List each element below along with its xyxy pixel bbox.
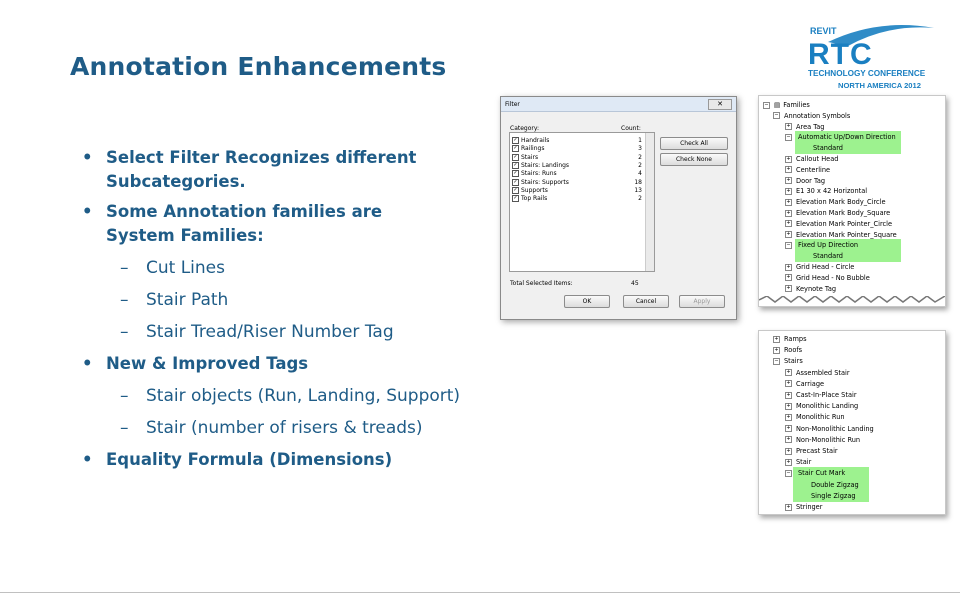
expand-icon[interactable]: +: [774, 335, 779, 342]
tree-item[interactable]: [785, 424, 874, 434]
expand-icon[interactable]: +: [786, 220, 791, 227]
category-row[interactable]: [512, 144, 642, 152]
tree-group[interactable]: [773, 111, 850, 121]
category-count: 18: [634, 178, 642, 186]
category-name: Top Rails: [521, 195, 548, 203]
apply-button[interactable]: Apply: [679, 295, 725, 308]
tree-subitem[interactable]: [811, 491, 856, 501]
category-label: Category:: [510, 125, 539, 132]
dash-glyph: –: [120, 322, 129, 342]
bullet-text: Stair Path: [146, 290, 229, 310]
category-name: Railings: [521, 145, 545, 153]
tree-item[interactable]: [773, 356, 803, 366]
category-list[interactable]: [509, 132, 655, 272]
tree-item[interactable]: [785, 197, 886, 207]
tree-node-label: Stringer: [796, 503, 823, 511]
tree-node-label: Stair Cut Mark: [798, 469, 846, 478]
expand-icon[interactable]: +: [786, 369, 791, 376]
sub-bullet-item: [82, 384, 602, 408]
category-row[interactable]: [512, 194, 642, 202]
category-count: 3: [638, 145, 642, 153]
bullet-text: Equality Formula (Dimensions): [106, 450, 393, 469]
category-name: Stairs: Supports: [521, 178, 569, 186]
bullet-item: [82, 448, 602, 472]
bullet-item: [82, 200, 426, 248]
bullet-text: New & Improved Tags: [106, 354, 309, 373]
tree-item[interactable]: [785, 262, 854, 272]
tree-item[interactable]: [785, 273, 870, 283]
tree-node-label: Precast Stair: [796, 447, 838, 455]
expand-icon[interactable]: +: [786, 177, 791, 184]
category-count: 2: [638, 195, 642, 203]
tree-node-label: Monolithic Run: [796, 413, 845, 422]
logo-text-revit: REVIT: [810, 26, 837, 36]
category-name: Stairs: Runs: [521, 170, 557, 178]
tree-item[interactable]: [785, 165, 830, 175]
sub-bullet-item: [82, 416, 602, 440]
collapse-icon[interactable]: −: [786, 241, 791, 248]
category-name: Stairs: [521, 153, 539, 161]
slide-title: Annotation Enhancements: [70, 52, 447, 81]
expand-icon[interactable]: +: [786, 198, 791, 205]
category-checkbox[interactable]: ✓: [513, 161, 518, 168]
stairs-tree-panel: [758, 330, 946, 515]
expand-icon[interactable]: +: [786, 155, 791, 162]
sub-bullet-item: [82, 320, 602, 344]
total-selected-value: 45: [631, 280, 639, 287]
category-row[interactable]: [512, 136, 642, 144]
bullet-text: Select Filter Recognizes different Subcategories.: [106, 148, 417, 191]
tree-node-label: Families: [783, 101, 810, 109]
tree-node-label: Stair: [796, 458, 812, 467]
expand-icon[interactable]: +: [786, 274, 791, 281]
dash-glyph: –: [120, 386, 129, 406]
category-checkbox[interactable]: ✓: [513, 170, 518, 177]
check-none-button[interactable]: Check None: [660, 153, 728, 166]
logo-text-rtc: RTC: [808, 38, 873, 71]
families-tree-panel: [758, 95, 946, 307]
tree-node-label: Stairs: [784, 357, 803, 366]
dash-glyph: –: [120, 418, 129, 438]
tree-node-label: Assembled Stair: [796, 368, 850, 377]
torn-edge: [759, 296, 945, 306]
category-name: Supports: [521, 186, 548, 194]
expand-icon[interactable]: +: [786, 391, 791, 398]
tree-node-label: Keynote Tag: [796, 284, 837, 293]
category-checkbox[interactable]: ✓: [513, 195, 518, 202]
category-row[interactable]: [512, 178, 642, 186]
category-name: Stairs: Landings: [521, 161, 570, 169]
total-selected-label: Total Selected Items:: [510, 280, 573, 287]
category-count: 2: [638, 161, 642, 169]
footer-divider: [0, 592, 960, 593]
tree-subitem[interactable]: [813, 143, 843, 153]
collapse-icon[interactable]: −: [786, 133, 791, 140]
tree-node-label: Automatic Up/Down Direction: [798, 133, 896, 142]
tree-node-label: Door Tag: [796, 176, 826, 185]
category-row[interactable]: [512, 161, 642, 169]
expand-icon[interactable]: +: [786, 447, 791, 454]
expand-icon[interactable]: +: [786, 123, 791, 130]
category-count: 4: [638, 170, 642, 178]
category-name: Handrails: [521, 137, 550, 144]
bullet-text: Some Annotation families are System Families:: [106, 202, 383, 245]
expand-icon[interactable]: +: [786, 402, 791, 409]
dash-glyph: –: [120, 290, 129, 310]
tree-node-label: Carriage: [796, 379, 825, 388]
expand-icon[interactable]: +: [774, 346, 779, 353]
collapse-icon[interactable]: −: [774, 112, 779, 119]
collapse-icon[interactable]: −: [774, 357, 779, 364]
tree-item[interactable]: [785, 176, 825, 186]
tree-item[interactable]: [785, 502, 822, 512]
tree-node-label: Annotation Symbols: [784, 111, 851, 120]
category-checkbox[interactable]: ✓: [513, 153, 518, 160]
bullet-glyph: •: [82, 202, 93, 221]
expand-icon[interactable]: +: [786, 503, 791, 510]
tree-node-label: Monolithic Landing: [796, 402, 859, 411]
tree-node-label: Non-Monolithic Run: [796, 435, 861, 444]
category-count: 1: [638, 137, 642, 144]
tree-item[interactable]: [785, 390, 857, 400]
expand-icon[interactable]: +: [786, 413, 791, 420]
tree-node-label: Single Zigzag: [811, 491, 856, 500]
expand-icon[interactable]: +: [786, 285, 791, 292]
bullet-text: Stair objects (Run, Landing, Support): [146, 386, 461, 406]
family-icon: ▤: [774, 101, 781, 109]
logo-text-region: NORTH AMERICA 2012: [838, 81, 921, 90]
category-row[interactable]: [512, 169, 642, 177]
bullet-item: [82, 146, 426, 194]
check-all-button[interactable]: Check All: [660, 137, 728, 150]
tree-item[interactable]: [785, 401, 858, 411]
expand-icon[interactable]: +: [786, 380, 791, 387]
tree-item[interactable]: [785, 219, 892, 229]
tree-item[interactable]: [785, 368, 850, 378]
tree-item[interactable]: [785, 435, 860, 445]
tree-item[interactable]: [785, 412, 845, 422]
tree-node-label: Roofs: [784, 346, 803, 355]
expand-icon[interactable]: +: [786, 166, 791, 173]
tree-item[interactable]: [785, 240, 860, 250]
dialog-title: Filter: [505, 101, 520, 108]
tree-item[interactable]: [785, 230, 897, 240]
tree-subitem[interactable]: [813, 251, 843, 261]
tree-subitem[interactable]: [811, 480, 859, 490]
tree-node-label: Area Tag: [796, 122, 825, 131]
tree-node-label: Standard: [813, 252, 843, 261]
bullet-glyph: •: [82, 148, 93, 167]
tree-item[interactable]: [785, 379, 824, 389]
tree-node-label: Non-Monolithic Landing: [796, 424, 874, 433]
expand-icon[interactable]: +: [786, 425, 791, 432]
close-button[interactable]: ✕: [708, 99, 732, 110]
rtc-logo: [808, 20, 938, 94]
tree-node-label: Cast-In-Place Stair: [796, 391, 857, 399]
tree-item[interactable]: [785, 446, 838, 456]
tree-node-label: E1 30 x 42 Horizontal: [796, 187, 868, 196]
tree-item[interactable]: [785, 457, 811, 467]
logo-text-conference: TECHNOLOGY CONFERENCE: [808, 69, 926, 78]
tree-root[interactable]: [763, 100, 810, 110]
tree-node-label: Ramps: [784, 335, 807, 343]
tree-item[interactable]: [785, 132, 898, 142]
tree-item[interactable]: [785, 154, 838, 164]
tree-item[interactable]: [773, 345, 802, 355]
tree-node-label: Grid Head - Circle: [796, 263, 855, 271]
bullet-text: Stair Tread/Riser Number Tag: [146, 322, 394, 342]
tree-node-label: Centerline: [796, 165, 831, 174]
collapse-icon[interactable]: −: [764, 101, 769, 108]
dialog-titlebar[interactable]: [501, 97, 736, 112]
tree-item[interactable]: [773, 334, 807, 344]
tree-node-label: Elevation Mark Pointer_Circle: [796, 219, 893, 228]
tree-node-label: Elevation Mark Body_Square: [796, 209, 891, 217]
tree-node-label: Standard: [813, 144, 843, 153]
category-checkbox[interactable]: ✓: [513, 145, 518, 152]
ok-button[interactable]: OK: [564, 295, 610, 308]
expand-icon[interactable]: +: [786, 209, 791, 216]
tree-node-label: Elevation Mark Body_Circle: [796, 198, 886, 207]
category-count: 2: [638, 153, 642, 161]
expand-icon[interactable]: +: [786, 458, 791, 465]
expand-icon[interactable]: +: [786, 436, 791, 443]
expand-icon[interactable]: +: [786, 263, 791, 270]
tree-item[interactable]: [785, 468, 847, 478]
category-checkbox[interactable]: ✓: [513, 186, 518, 193]
tree-item[interactable]: [785, 186, 867, 196]
category-checkbox[interactable]: ✓: [513, 178, 518, 185]
category-row[interactable]: [512, 153, 642, 161]
tree-node-label: Double Zigzag: [811, 480, 859, 489]
expand-icon[interactable]: +: [786, 231, 791, 238]
bullet-glyph: •: [82, 450, 93, 469]
tree-node-label: Fixed Up Direction: [798, 241, 859, 250]
tree-item[interactable]: [785, 122, 824, 132]
bullet-item: [82, 352, 602, 376]
list-scrollbar[interactable]: [645, 133, 654, 271]
bullet-glyph: •: [82, 354, 93, 373]
tree-item[interactable]: [785, 284, 836, 294]
tree-item[interactable]: [785, 208, 890, 218]
tree-node-label: Callout Head: [796, 155, 839, 163]
dash-glyph: –: [120, 258, 129, 278]
category-count: 13: [634, 186, 642, 194]
tree-node-label: Elevation Mark Pointer_Square: [796, 230, 897, 239]
category-row[interactable]: [512, 186, 642, 194]
filter-dialog: [500, 96, 737, 320]
bullet-text: Cut Lines: [146, 258, 225, 278]
collapse-icon[interactable]: −: [786, 469, 791, 476]
tree-node-label: Grid Head - No Bubble: [796, 273, 870, 282]
count-label: Count:: [621, 125, 641, 132]
cancel-button[interactable]: Cancel: [623, 295, 669, 308]
expand-icon[interactable]: +: [786, 187, 791, 194]
category-checkbox[interactable]: ✓: [513, 137, 518, 143]
bullet-text: Stair (number of risers & treads): [146, 418, 423, 438]
